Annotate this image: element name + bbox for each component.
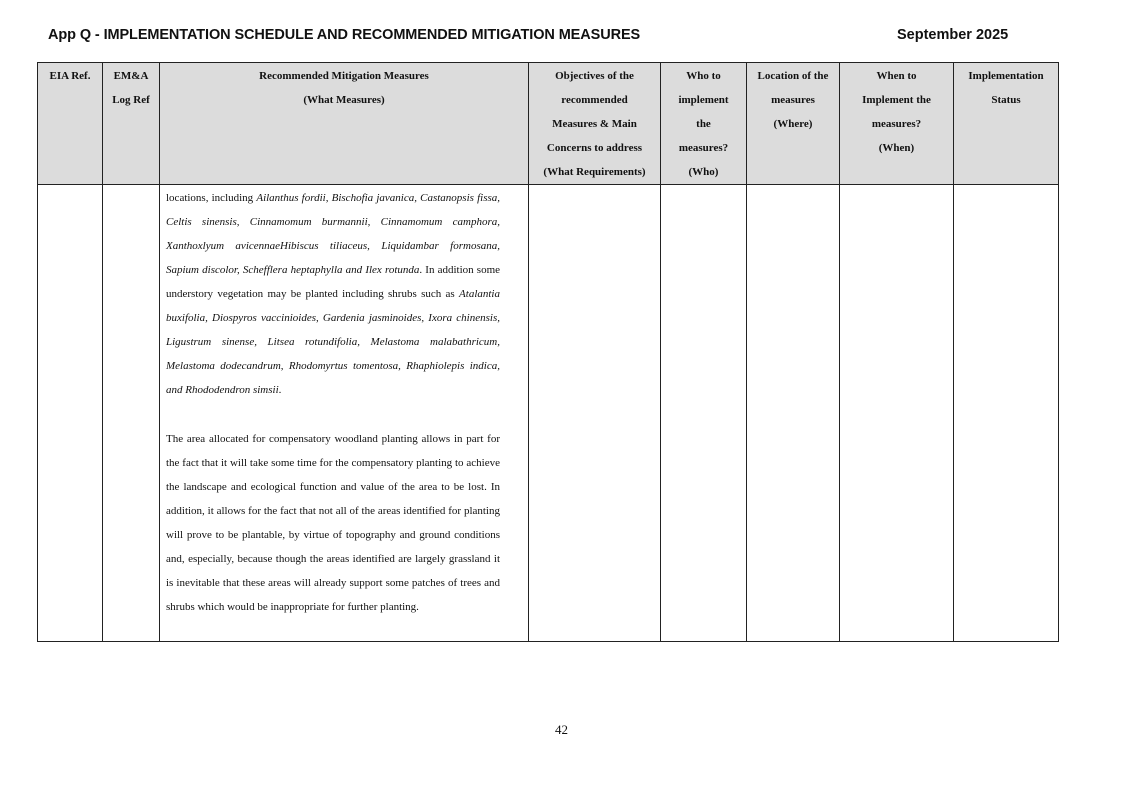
col-header-objectives [529,63,661,185]
header-line: Log Ref [112,94,150,106]
document-date: September 2025 [897,27,1009,43]
header-line: the [696,118,711,130]
cell-who [661,185,747,642]
header-line: implement [678,94,729,106]
header-line: Status [991,94,1021,106]
header-line: Implement the [862,94,931,106]
col-header-location [747,63,840,185]
header-line: EIA Ref. [49,70,91,82]
header-line: Recommended Mitigation Measures [259,70,429,82]
implementation-schedule-table [37,62,1059,642]
header-line: (When) [878,142,915,154]
measures-paragraph-compensatory: The area allocated for compensatory woodland planting allows in part for the fact that it will take some time for the compensatory planting to achieve the landscape and ecological function and value of the area to be lost. In addition, it allows for the fact that not all of the areas identified for planting will prove to be plantable, by virtue of topography and ground conditions and, especially, because though the areas identified are largely grassland it is inevitable that these areas will already support some patches of trees and shrubs which would be inappropriate for further planting. [166,433,500,613]
header-line: measures? [871,118,922,130]
header-line: Objectives of the [555,70,634,82]
table-header-row [38,63,1059,185]
header-line: measures [771,94,815,106]
header-line: Concerns to address [546,142,643,154]
header-line: Implementation [968,70,1044,82]
header-line: measures? [678,142,729,154]
document-title: App Q - IMPLEMENTATION SCHEDULE AND RECOMMENDED MITIGATION MEASURES [48,27,641,43]
table-row [38,185,1059,642]
col-header-eia-ref [38,63,103,185]
cell-objectives [529,185,661,642]
measures-paragraph-species [160,185,528,402]
col-header-implementation-status [954,63,1059,185]
cell-status [954,185,1059,642]
header-line: EM&A [113,70,149,82]
header-line: (What Measures) [303,94,385,106]
header-line: (What Requirements) [543,166,646,178]
header-line: Measures & Main [552,118,637,130]
text-run: locations, including [166,192,257,204]
text-run: In addition some understory vegetation may be planted including shrubs such as [166,264,501,300]
header-line: Location of the [757,70,829,82]
cell-location [747,185,840,642]
col-header-mitigation-measures [160,63,529,185]
header-line: (Where) [773,118,813,130]
page-number: 42 [555,722,568,737]
col-header-when [840,63,954,185]
text-run: . [419,264,423,276]
cell-eia-ref [38,185,103,642]
text-run: . [278,384,282,396]
cell-log-ref [103,185,160,642]
cell-mitigation-measures [160,185,529,642]
paragraph-spacer [160,402,528,426]
header-line: (Who) [688,166,719,178]
species-list-shrubs: Atalantia buxifolia, Diospyros vaccinioides, Gardenia jasminoides, Ixora chinensis, Ligustrum sinense, Litsea rotundifolia, Melastoma malabathricum, Melastoma dodecandrum, Rhodomyrtus tomentosa, Rhaphiolepis indica, and Rhododendron simsii [166,288,500,396]
header-line: When to [876,70,917,82]
header-line: recommended [561,94,628,106]
cell-when [840,185,954,642]
species-list-trees: Ailanthus fordii, Bischofia javanica, Castanopsis fissa, Celtis sinensis, Cinnamomum burmannii, Cinnamomum camphora, Xanthoxlyum avicennaeHibiscus tiliaceus, Liquidambar formosana, Sapium discolor, Schefflera heptaphylla and Ilex rotunda [166,192,500,276]
col-header-who [661,63,747,185]
col-header-ema-log-ref [103,63,160,185]
header-line: Who to [686,70,721,82]
